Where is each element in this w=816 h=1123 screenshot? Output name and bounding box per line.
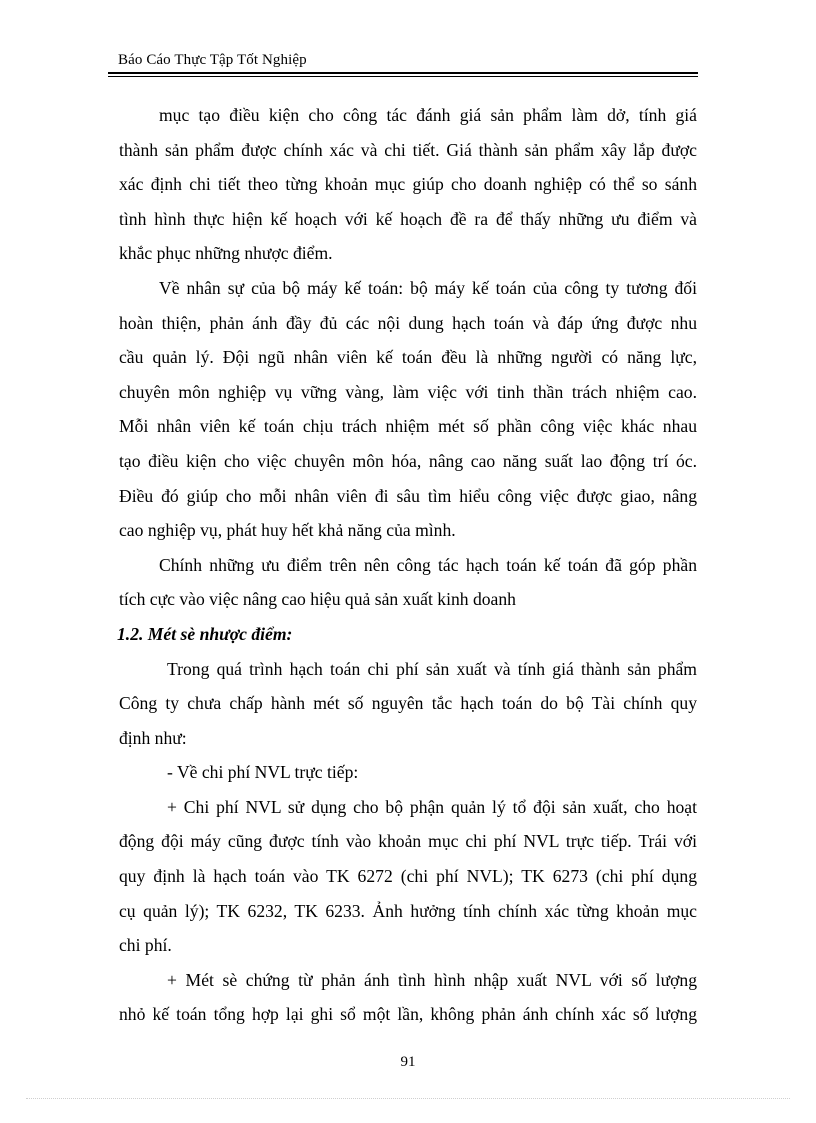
body-line: động đội máy cũng được tính vào khoản mục chi phí NVL trực tiếp. Trái với <box>119 831 697 852</box>
header-rule-thin <box>108 76 698 77</box>
body-line: chi phí. <box>119 935 172 956</box>
body-line: Công ty chưa chấp hành mét số nguyên tắc hạch toán do bộ Tài chính quy <box>119 693 697 714</box>
body-line: + Chi phí NVL sử dụng cho bộ phận quản lý tổ đội sản xuất, cho hoạt <box>167 796 697 817</box>
header-rule-thick <box>108 72 698 74</box>
body-line: định như: <box>119 727 187 748</box>
body-line: Trong quá trình hạch toán chi phí sản xuất và tính giá thành sản phẩm <box>167 658 697 679</box>
section-heading: 1.2. Mét sè nhược điểm: <box>117 623 293 644</box>
body-line: tình hình thực hiện kế hoạch với kế hoạch đề ra để thấy những ưu điểm và <box>119 208 697 229</box>
body-line: cầu quản lý. Đội ngũ nhân viên kế toán đều là những người có năng lực, <box>119 347 697 368</box>
body-line: khắc phục những nhược điểm. <box>119 243 333 264</box>
body-line: nhỏ kế toán tổng hợp lại ghi sổ một lần, không phản ánh chính xác số lượng <box>119 1004 697 1025</box>
page-bottom-divider <box>26 1098 790 1099</box>
body-line: tạo điều kiện cho việc chuyên môn hóa, nâng cao năng suất lao động trí óc. <box>119 450 697 471</box>
header-title: Báo Cáo Thực Tập Tốt Nghiệp <box>118 52 307 68</box>
body-line: mục tạo điều kiện cho công tác đánh giá sản phẩm làm dở, tính giá <box>159 105 697 125</box>
body-line: hoàn thiện, phản ánh đầy đủ các nội dung hạch toán và đáp ứng được nhu <box>119 312 697 333</box>
body-line: thành sản phẩm được chính xác và chi tiết. Giá thành sản phẩm xây lắp được <box>119 139 697 160</box>
body-line: quy định là hạch toán vào TK 6272 (chi phí NVL); TK 6273 (chi phí dụng <box>119 866 697 887</box>
body-line: cụ quản lý); TK 6232, TK 6233. Ảnh hưởng tính chính xác từng khoản mục <box>119 900 697 921</box>
document-body <box>119 98 697 1032</box>
body-line: Chính những ưu điểm trên nên công tác hạch toán kế toán đã góp phần <box>159 554 697 575</box>
body-line: Điều đó giúp cho mỗi nhân viên đi sâu tìm hiểu công việc được giao, nâng <box>119 485 697 506</box>
body-line: Mỗi nhân viên kế toán chịu trách nhiệm mét số phần công việc khác nhau <box>119 416 697 437</box>
page-number: 91 <box>400 1054 416 1070</box>
body-line: - Về chi phí NVL trực tiếp: <box>167 762 359 783</box>
body-line: cao nghiệp vụ, phát huy hết khả năng của mình. <box>119 520 456 541</box>
body-line: chuyên môn nghiệp vụ vững vàng, làm việc với tinh thần trách nhiệm cao. <box>119 381 697 402</box>
body-line: Về nhân sự của bộ máy kế toán: bộ máy kế toán của công ty tương đối <box>159 277 697 298</box>
body-line: tích cực vào việc nâng cao hiệu quả sản xuất kinh doanh <box>119 589 516 610</box>
body-line: + Mét sè chứng từ phản ánh tình hình nhập xuất NVL với số lượng <box>167 969 697 990</box>
body-line: xác định chi tiết theo từng khoản mục giúp cho doanh nghiệp có thể so sánh <box>119 174 697 195</box>
